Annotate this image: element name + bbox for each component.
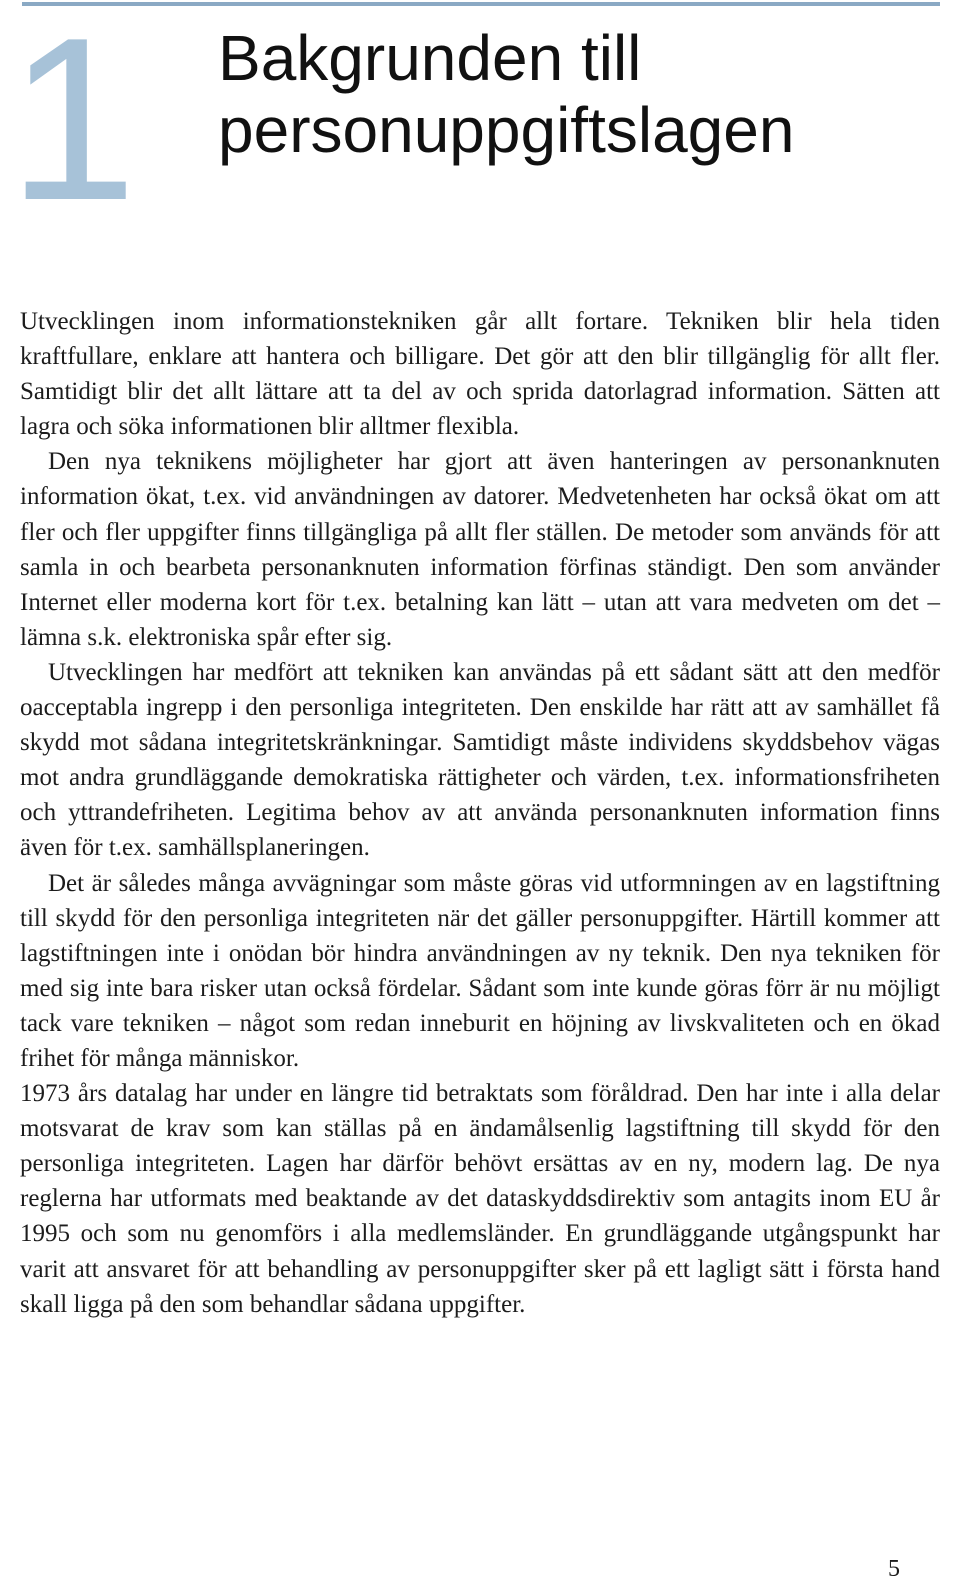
chapter-title: [218, 22, 938, 166]
chapter-title-line-1: Bakgrunden till: [218, 22, 642, 94]
paragraph-1: Utvecklingen inom informationstekniken går allt fortare. Tekniken blir hela tiden kraftfullare, enklare att hantera och billigare. Det gör att den blir tillgänglig för allt fler. Samtidigt blir det allt lättare att ta del av och sprida datorlagrad information. Sätten att lagra och söka informationen blir alltmer flexibla.: [20, 308, 940, 441]
body-text: [20, 304, 940, 1322]
paragraph-3: Utvecklingen har medfört att tekniken kan användas på ett sådant sätt att den medför oacceptabla ingrepp i den personliga integriteten. Den enskilde har rätt att av samhället få skydd mot sådana integritetskränkningar. Samtidigt måste individens skyddsbehov vägas mot andra grundläggande demokratiska rättigheter och värden, t.ex. informationsfriheten och yttrandefriheten. Legitima behov av att använda personanknuten information finns även för t.ex. samhällsplaneringen.: [20, 658, 940, 862]
paragraph-4: Det är således många avvägningar som måste göras vid utformningen av en lagstiftning till skydd för den personliga integriteten när det gäller personuppgifter. Härtill kommer att lagstiftningen inte i onödan bör hindra användningen av ny teknik. Den nya tekniken för med sig inte bara risker utan också fördelar. Sådant som inte kunde göras förr är nu möjligt tack vare tekniken – något som redan inneburit en höjning av livskvaliteten och en ökad frihet för många människor.: [20, 869, 940, 1072]
paragraph-2: Den nya teknikens möjligheter har gjort att även hanteringen av personanknuten information ökat, t.ex. vid användningen av datorer. Medvetenheten har också ökat om att fler och fler uppgifter finns tillgängliga på allt fler ställen. De metoder som används för att samla in och bearbeta personanknuten information förfinas ständigt. Den som använder Internet eller moderna kort för t.ex. betalning kan lätt – utan att vara medveten om det – lämna s.k. elektroniska spår efter sig.: [20, 448, 940, 651]
paragraph-5: 1973 års datalag har under en längre tid betraktats som föråldrad. Den har inte i alla delar motsvarat de krav som kan ställas på en ändamålsenlig lagstiftning till skydd för den personliga integriteten. Lagen har därför behövt ersättas av en ny, modern lag. De nya reglerna har utformats med beaktande av det dataskyddsdirektiv som antagits inom EU år 1995 och som nu genomförs i alla medlemsländer. En grundläggande utgångspunkt har varit att ansvaret för att behandling av personuppgifter sker på ett lagligt sätt i första hand skall ligga på den som behandlar sådana uppgifter.: [20, 1080, 940, 1318]
page-number: 5: [888, 1556, 900, 1582]
top-rule: [22, 2, 940, 6]
chapter-number: 1: [8, 0, 138, 249]
chapter-title-line-2: personuppgiftslagen: [218, 94, 795, 166]
